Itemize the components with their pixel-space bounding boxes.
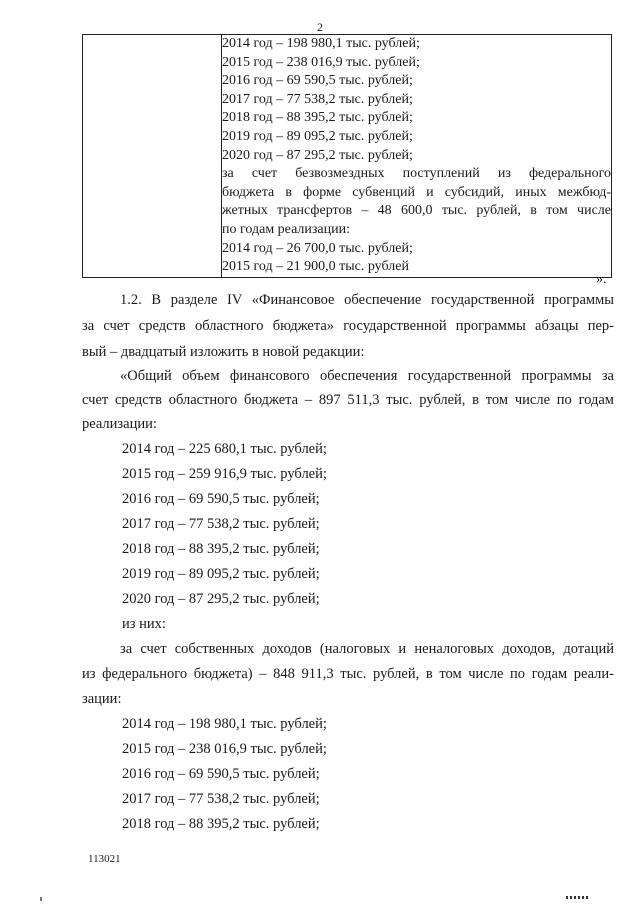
year-line: 2020 год – 87 295,2 тыс. рублей;: [122, 591, 320, 607]
year-line: 2014 год – 225 680,1 тыс. рублей;: [122, 441, 327, 457]
closing-quote: ».: [596, 272, 607, 287]
page-number: 2: [317, 20, 323, 34]
table-year-line: 2015 год – 238 016,9 тыс. рублей;: [222, 54, 420, 70]
year-line: 2017 год – 77 538,2 тыс. рублей;: [122, 516, 320, 532]
year-line: 2015 год – 259 916,9 тыс. рублей;: [122, 466, 327, 482]
footer-code: 113021: [88, 853, 121, 865]
year-line: 2018 год – 88 395,2 тыс. рублей;: [122, 816, 320, 832]
para-line: реализации:: [82, 416, 157, 432]
table-federal-text: по годам реализации:: [222, 221, 350, 237]
table-federal-text: бюджета в форме субвенций и субсидий, иных межбюд-: [222, 184, 611, 200]
para-line: за счет средств областного бюджета» государственной программы абзацы пер-: [82, 318, 614, 334]
year-line: 2015 год – 238 016,9 тыс. рублей;: [122, 741, 327, 757]
year-line: 2018 год – 88 395,2 тыс. рублей;: [122, 541, 320, 557]
scan-artifact: [40, 897, 42, 901]
year-line: 2016 год – 69 590,5 тыс. рублей;: [122, 491, 320, 507]
scan-artifact: [566, 896, 588, 899]
para-line: за счет собственных доходов (налоговых и неналоговых доходов, дотаций: [120, 641, 614, 657]
table-year-line: 2014 год – 198 980,1 тыс. рублей;: [222, 36, 420, 51]
para-line: «Общий объем финансового обеспечения государственной программы за: [120, 368, 614, 384]
year-line: 2017 год – 77 538,2 тыс. рублей;: [122, 791, 320, 807]
table-year-line: 2016 год – 69 590,5 тыс. рублей;: [222, 73, 413, 89]
para-line: счет средств областного бюджета – 897 511,3 тыс. рублей, в том числе по годам: [82, 392, 614, 408]
para-line: зации:: [82, 691, 122, 707]
para-line: из федерального бюджета) – 848 911,3 тыс. рублей, в том числе по годам реали-: [82, 666, 614, 682]
year-line: 2016 год – 69 590,5 тыс. рублей;: [122, 766, 320, 782]
table-right-cell: [222, 35, 612, 278]
para-line: 1.2. В разделе IV «Финансовое обеспечение государственной программы: [120, 292, 614, 308]
table-year-line: 2019 год – 89 095,2 тыс. рублей;: [222, 128, 413, 144]
table-federal-year: 2015 год – 21 900,0 тыс. рублей: [222, 259, 409, 275]
table-federal-text: жетных трансфертов – 48 600,0 тыс. рублей, в том числе: [222, 203, 611, 219]
table-left-cell: [83, 35, 222, 278]
para-line: вый – двадцатый изложить в новой редакции:: [82, 344, 365, 360]
year-line: 2014 год – 198 980,1 тыс. рублей;: [122, 716, 327, 732]
year-line: 2019 год – 89 095,2 тыс. рублей;: [122, 566, 320, 582]
financing-table: [82, 34, 612, 278]
table-year-line: 2020 год – 87 295,2 тыс. рублей;: [222, 147, 413, 163]
table-year-line: 2018 год – 88 395,2 тыс. рублей;: [222, 110, 413, 126]
table-year-line: 2017 год – 77 538,2 тыс. рублей;: [222, 91, 413, 107]
table-federal-year: 2014 год – 26 700,0 тыс. рублей;: [222, 240, 413, 256]
of-them-label: из них:: [122, 616, 166, 632]
table-federal-text: за счет безвозмездных поступлений из федерального: [222, 166, 611, 182]
